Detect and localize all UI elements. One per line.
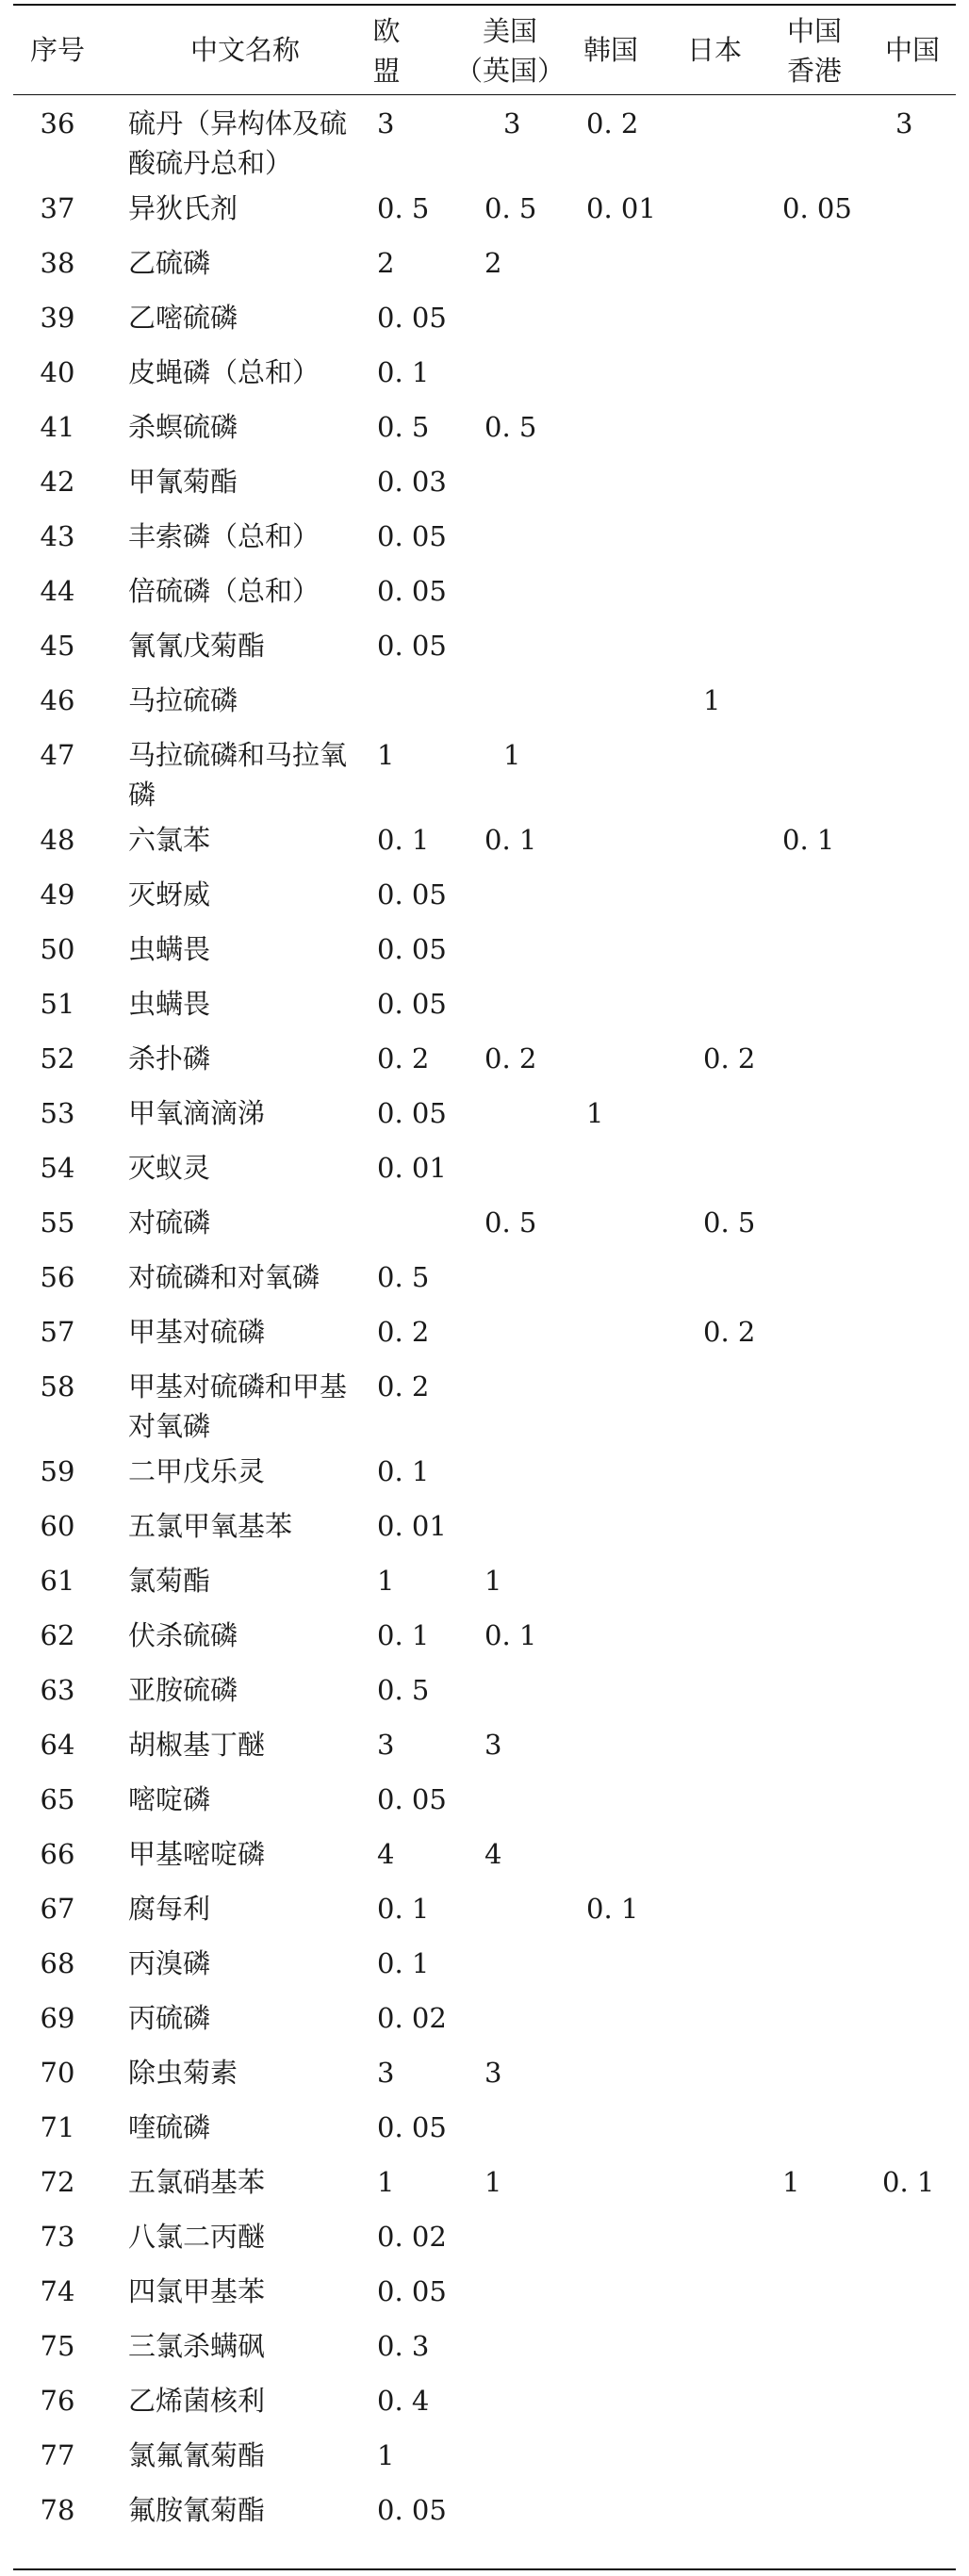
- cell-name: 伏杀硫磷: [128, 1619, 238, 1651]
- cell-kr: 0. 01: [586, 192, 656, 224]
- cell-cn: 3: [895, 107, 913, 139]
- cell-name: 胡椒基丁醚: [128, 1729, 266, 1761]
- cell-us: 0. 5: [484, 192, 537, 224]
- table-row: [0, 875, 969, 929]
- cell-eu: 2: [377, 247, 395, 279]
- cell-seq: 64: [40, 1729, 75, 1761]
- cell-name: 氯氟氰菊酯: [128, 2439, 266, 2471]
- cell-eu: 0. 05: [377, 520, 447, 552]
- cell-kr: 0. 2: [586, 107, 639, 139]
- cell-seq: 46: [40, 684, 75, 716]
- table-row: [0, 462, 969, 517]
- table-row: [0, 189, 969, 243]
- cell-eu: 0. 4: [377, 2385, 430, 2417]
- table-row: [0, 1506, 969, 1561]
- cell-seq: 76: [40, 2385, 75, 2417]
- cell-us: 2: [484, 247, 502, 279]
- cell-eu: 0. 05: [377, 933, 447, 965]
- cell-seq: 54: [40, 1152, 75, 1184]
- cell-jp: 0. 2: [703, 1042, 756, 1075]
- cell-name: 杀螟硫磷: [128, 411, 238, 443]
- cell-name: 嘧啶磷: [128, 1783, 211, 1815]
- table-row: [0, 2162, 969, 2217]
- cell-eu: 0. 05: [377, 575, 447, 607]
- cell-name: 杀扑磷: [128, 1042, 211, 1075]
- table-row: [0, 2490, 969, 2545]
- table-row: [0, 2436, 969, 2490]
- cell-seq: 59: [40, 1455, 75, 1487]
- table-row: [0, 1670, 969, 1725]
- cell-seq: 38: [40, 247, 75, 279]
- cell-name: 硫丹（异构体及硫酸硫丹总和）: [128, 107, 348, 179]
- cell-name: 喹硫磷: [128, 2111, 211, 2143]
- cell-eu: 0. 03: [377, 466, 447, 498]
- cell-eu: 0. 05: [377, 2111, 447, 2143]
- header-jp: 日本: [686, 34, 742, 66]
- table-row: [0, 2108, 969, 2162]
- table-row: [0, 104, 969, 189]
- cell-seq: 74: [40, 2275, 75, 2307]
- cell-name: 马拉硫磷和马拉氧磷: [128, 739, 348, 811]
- table-row: [0, 626, 969, 681]
- header-us-line2: （英国）: [454, 55, 565, 87]
- table-row: [0, 1616, 969, 1670]
- cell-eu: 0. 05: [377, 302, 447, 334]
- header-seq: 序号: [29, 34, 85, 66]
- cell-seq: 50: [40, 933, 75, 965]
- cell-us: 3: [484, 2057, 502, 2089]
- table-row: [0, 298, 969, 353]
- table-row: [0, 571, 969, 626]
- table-row: [0, 2272, 969, 2326]
- table-row: [0, 735, 969, 820]
- cell-eu: 0. 02: [377, 2221, 447, 2253]
- table-row: [0, 1780, 969, 1834]
- cell-name: 乙烯菌核利: [128, 2385, 266, 2417]
- header-hk-line1: 中国: [786, 15, 842, 47]
- table-row: [0, 1039, 969, 1093]
- table-row: [0, 517, 969, 571]
- cell-seq: 72: [40, 2166, 75, 2198]
- cell-eu: 1: [377, 2166, 395, 2198]
- cell-name: 五氯甲氧基苯: [128, 1510, 293, 1542]
- cell-name: 虫螨畏: [128, 933, 211, 965]
- cell-hk: 1: [782, 2166, 800, 2198]
- table-row: [0, 1834, 969, 1889]
- table-row: [0, 2381, 969, 2436]
- header-name: 中文名称: [189, 34, 300, 66]
- cell-eu: 0. 05: [377, 988, 447, 1020]
- cell-seq: 65: [40, 1783, 75, 1815]
- cell-name: 四氯甲基苯: [128, 2275, 266, 2307]
- cell-seq: 61: [40, 1565, 75, 1597]
- cell-us: 3: [484, 1729, 502, 1761]
- cell-name: 虫螨畏: [128, 988, 211, 1020]
- table-row: [0, 1257, 969, 1312]
- table-row: [0, 929, 969, 984]
- cell-seq: 47: [40, 739, 75, 771]
- cell-name: 甲基对硫磷和甲基对氧磷: [128, 1370, 348, 1442]
- cell-name: 氯菊酯: [128, 1565, 211, 1597]
- cell-seq: 67: [40, 1893, 75, 1925]
- header-hk-line2: 香港: [786, 55, 842, 87]
- cell-seq: 60: [40, 1510, 75, 1542]
- table-row: [0, 1148, 969, 1203]
- cell-eu: 0. 1: [377, 1947, 430, 1979]
- cell-eu: 0. 2: [377, 1316, 430, 1348]
- cell-us: 0. 2: [484, 1042, 537, 1075]
- cell-us: 0. 5: [484, 411, 537, 443]
- cell-jp: 0. 5: [703, 1206, 756, 1239]
- header-kr: 韩国: [583, 34, 638, 66]
- cell-name: 皮蝇磷（总和）: [128, 356, 320, 388]
- cell-hk: 0. 05: [782, 192, 852, 224]
- cell-kr: 1: [586, 1097, 604, 1129]
- cell-seq: 75: [40, 2330, 75, 2362]
- cell-seq: 42: [40, 466, 75, 498]
- cell-seq: 77: [40, 2439, 75, 2471]
- cell-eu: 1: [377, 2439, 395, 2471]
- cell-eu: 0. 5: [377, 192, 430, 224]
- cell-us: 4: [484, 1838, 502, 1870]
- cell-seq: 41: [40, 411, 75, 443]
- table-row: [0, 820, 969, 875]
- header-bottom-rule: [13, 94, 956, 95]
- cell-seq: 73: [40, 2221, 75, 2253]
- cell-seq: 55: [40, 1206, 75, 1239]
- table-row: [0, 1452, 969, 1506]
- cell-eu: 3: [377, 1729, 395, 1761]
- cell-seq: 62: [40, 1619, 75, 1651]
- cell-seq: 71: [40, 2111, 75, 2143]
- cell-seq: 51: [40, 988, 75, 1020]
- table-row: [0, 1203, 969, 1257]
- cell-eu: 0. 05: [377, 1097, 447, 1129]
- cell-eu: 0. 5: [377, 411, 430, 443]
- cell-name: 五氯硝基苯: [128, 2166, 266, 2198]
- cell-name: 甲氰菊酯: [128, 466, 238, 498]
- cell-cn: 0. 1: [882, 2166, 935, 2198]
- header-cn: 中国: [884, 34, 940, 66]
- table-row: [0, 1312, 969, 1367]
- cell-name: 八氯二丙醚: [128, 2221, 266, 2253]
- cell-eu: 0. 1: [377, 824, 430, 856]
- cell-eu: 0. 2: [377, 1042, 430, 1075]
- cell-seq: 57: [40, 1316, 75, 1348]
- cell-eu: 0. 05: [377, 2494, 447, 2526]
- table-row: [0, 1093, 969, 1148]
- cell-seq: 68: [40, 1947, 75, 1979]
- header-eu-line1: 欧: [372, 15, 401, 47]
- cell-name: 乙嘧硫磷: [128, 302, 238, 334]
- cell-hk: 0. 1: [782, 824, 835, 856]
- header-eu-line2: 盟: [372, 55, 401, 87]
- cell-name: 亚胺硫磷: [128, 1674, 238, 1706]
- cell-seq: 63: [40, 1674, 75, 1706]
- cell-name: 甲基嘧啶磷: [128, 1838, 266, 1870]
- cell-eu: 0. 3: [377, 2330, 430, 2362]
- cell-jp: 1: [703, 684, 721, 716]
- cell-name: 二甲戊乐灵: [128, 1455, 266, 1487]
- cell-name: 丙硫磷: [128, 2002, 211, 2034]
- cell-eu: 0. 05: [377, 878, 447, 911]
- cell-eu: 4: [377, 1838, 395, 1870]
- cell-name: 六氯苯: [128, 824, 211, 856]
- cell-eu: 0. 01: [377, 1152, 447, 1184]
- cell-eu: 0. 05: [377, 630, 447, 662]
- cell-name: 甲基对硫磷: [128, 1316, 266, 1348]
- cell-seq: 78: [40, 2494, 75, 2526]
- table-bottom-rule: [13, 2568, 956, 2570]
- table-row: [0, 1561, 969, 1616]
- table-row: [0, 681, 969, 735]
- cell-name: 灭蚁灵: [128, 1152, 211, 1184]
- header-us-line1: 美国: [482, 15, 537, 47]
- cell-eu: 1: [377, 739, 395, 771]
- table-row: [0, 1944, 969, 1998]
- cell-name: 灭蚜威: [128, 878, 211, 911]
- cell-seq: 43: [40, 520, 75, 552]
- cell-name: 乙硫磷: [128, 247, 211, 279]
- cell-us: 1: [484, 2166, 502, 2198]
- cell-seq: 40: [40, 356, 75, 388]
- cell-eu: 0. 5: [377, 1261, 430, 1293]
- cell-seq: 58: [40, 1370, 75, 1403]
- cell-name: 腐每利: [128, 1893, 211, 1925]
- cell-seq: 37: [40, 192, 75, 224]
- cell-seq: 69: [40, 2002, 75, 2034]
- table-row: [0, 1725, 969, 1780]
- cell-eu: 1: [377, 1565, 395, 1597]
- cell-seq: 45: [40, 630, 75, 662]
- cell-eu: 0. 1: [377, 1893, 430, 1925]
- table-row: [0, 2326, 969, 2381]
- cell-eu: 0. 05: [377, 2275, 447, 2307]
- cell-seq: 48: [40, 824, 75, 856]
- cell-seq: 66: [40, 1838, 75, 1870]
- table-row: [0, 2053, 969, 2108]
- cell-eu: 0. 01: [377, 1510, 447, 1542]
- cell-us: 1: [503, 739, 521, 771]
- table-row: [0, 407, 969, 462]
- cell-name: 异狄氏剂: [128, 192, 238, 224]
- cell-eu: 3: [377, 2057, 395, 2089]
- cell-name: 丰索磷（总和）: [128, 520, 320, 552]
- cell-seq: 56: [40, 1261, 75, 1293]
- cell-name: 对硫磷和对氧磷: [128, 1261, 320, 1293]
- cell-eu: 0. 2: [377, 1370, 430, 1403]
- cell-us: 0. 1: [484, 1619, 537, 1651]
- cell-eu: 0. 05: [377, 1783, 447, 1815]
- table-row: [0, 1367, 969, 1452]
- cell-name: 丙溴磷: [128, 1947, 211, 1979]
- cell-seq: 49: [40, 878, 75, 911]
- cell-kr: 0. 1: [586, 1893, 639, 1925]
- cell-us: 0. 5: [484, 1206, 537, 1239]
- cell-eu: 0. 1: [377, 1455, 430, 1487]
- cell-name: 氰氰戊菊酯: [128, 630, 266, 662]
- cell-seq: 44: [40, 575, 75, 607]
- table-row: [0, 243, 969, 298]
- cell-us: 3: [503, 107, 521, 139]
- table-row: [0, 1889, 969, 1944]
- cell-name: 马拉硫磷: [128, 684, 238, 716]
- table-row: [0, 1998, 969, 2053]
- cell-name: 甲氧滴滴涕: [128, 1097, 266, 1129]
- cell-eu: 3: [377, 107, 395, 139]
- cell-name: 倍硫磷（总和）: [128, 575, 320, 607]
- cell-eu: 0. 1: [377, 356, 430, 388]
- cell-us: 1: [484, 1565, 502, 1597]
- table-row: [0, 2217, 969, 2272]
- cell-seq: 70: [40, 2057, 75, 2089]
- cell-eu: 0. 5: [377, 1674, 430, 1706]
- cell-name: 氟胺氰菊酯: [128, 2494, 266, 2526]
- table-row: [0, 984, 969, 1039]
- cell-us: 0. 1: [484, 824, 537, 856]
- cell-eu: 0. 1: [377, 1619, 430, 1651]
- cell-eu: 0. 02: [377, 2002, 447, 2034]
- cell-seq: 53: [40, 1097, 75, 1129]
- cell-jp: 0. 2: [703, 1316, 756, 1348]
- cell-name: 除虫菊素: [128, 2057, 238, 2089]
- table-top-rule: [13, 4, 956, 6]
- cell-name: 三氯杀螨砜: [128, 2330, 266, 2362]
- cell-name: 对硫磷: [128, 1206, 211, 1239]
- table-row: [0, 353, 969, 407]
- cell-seq: 36: [40, 107, 75, 139]
- cell-seq: 39: [40, 302, 75, 334]
- cell-seq: 52: [40, 1042, 75, 1075]
